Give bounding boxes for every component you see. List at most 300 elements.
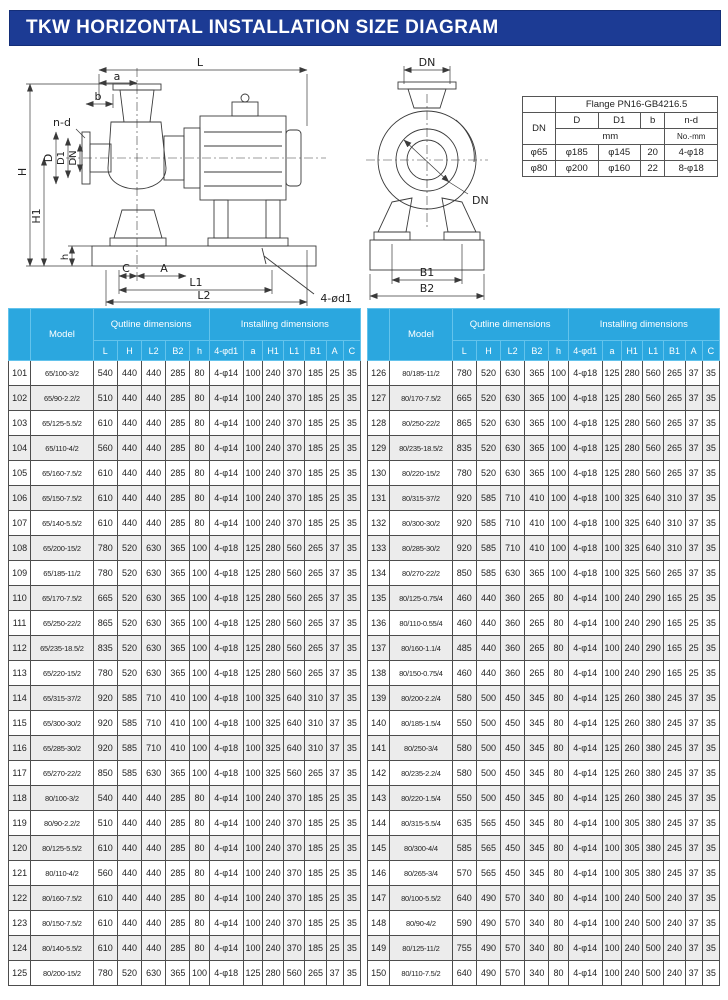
table-row — [9, 361, 361, 386]
dim-a: 100 — [243, 886, 262, 911]
dim-B2: 345 — [525, 861, 549, 886]
dim-a: 100 — [602, 961, 621, 986]
dim-L: 610 — [93, 411, 117, 436]
dim-C: 35 — [343, 861, 360, 886]
table-row — [9, 436, 361, 461]
table-row — [368, 661, 720, 686]
dim-B2: 345 — [525, 686, 549, 711]
dim-H1: 280 — [263, 961, 284, 986]
dim-L: 570 — [452, 861, 476, 886]
model: 80/110-0.55/4 — [390, 611, 453, 636]
dim-h: 80 — [190, 386, 209, 411]
row-no: 139 — [368, 686, 390, 711]
dim-B1: 185 — [305, 786, 326, 811]
table-row — [9, 836, 361, 861]
dim-B2: 345 — [525, 711, 549, 736]
model: 65/140-5.5/2 — [31, 511, 94, 536]
dim-B1: 165 — [664, 586, 685, 611]
dim-H1: 280 — [622, 411, 643, 436]
dim-A: 25 — [326, 836, 343, 861]
dim-H1: 280 — [263, 661, 284, 686]
dim-a: 100 — [243, 811, 262, 836]
dim-L: 920 — [452, 511, 476, 536]
dim-L: 585 — [452, 836, 476, 861]
model: 65/100-3/2 — [31, 361, 94, 386]
row-no: 138 — [368, 661, 390, 686]
col-header: L — [452, 341, 476, 361]
label-b: b — [94, 90, 102, 103]
row-no: 117 — [9, 761, 31, 786]
dim-a: 100 — [243, 786, 262, 811]
dim-H1: 240 — [263, 361, 284, 386]
dim-B1: 310 — [664, 511, 685, 536]
dim-B1: 185 — [305, 511, 326, 536]
dim-L1: 560 — [643, 461, 664, 486]
dim-C: 35 — [343, 411, 360, 436]
dim-h: 100 — [549, 461, 568, 486]
model: 80/110-4/2 — [31, 861, 94, 886]
dim-d1: 4-φ18 — [209, 561, 243, 586]
dim-L: 550 — [452, 711, 476, 736]
dim-B1: 310 — [664, 486, 685, 511]
model: 80/100-5.5/2 — [390, 886, 453, 911]
dim-L: 665 — [452, 386, 476, 411]
dim-H1: 240 — [263, 436, 284, 461]
col-header: C — [343, 341, 360, 361]
model: 65/160-7.5/2 — [31, 461, 94, 486]
dim-h: 80 — [549, 761, 568, 786]
dim-C: 35 — [702, 586, 719, 611]
dim-B2: 265 — [525, 586, 549, 611]
dim-d1: 4-φ18 — [209, 661, 243, 686]
dim-A: 37 — [685, 511, 702, 536]
dim-a: 100 — [243, 936, 262, 961]
row-no: 147 — [368, 886, 390, 911]
dim-H1: 280 — [622, 386, 643, 411]
dim-L: 550 — [452, 786, 476, 811]
dim-A: 25 — [685, 611, 702, 636]
dim-H1: 325 — [622, 536, 643, 561]
dim-h: 80 — [190, 436, 209, 461]
table-row — [368, 836, 720, 861]
dim-a: 100 — [243, 461, 262, 486]
dim-L2: 440 — [142, 936, 166, 961]
dim-A: 37 — [685, 711, 702, 736]
header-outline-group: Qutline dimensions — [93, 309, 209, 341]
dim-B2: 285 — [166, 436, 190, 461]
row-no: 122 — [9, 886, 31, 911]
dim-C: 35 — [343, 961, 360, 986]
dim-h: 80 — [190, 361, 209, 386]
dim-L1: 380 — [643, 736, 664, 761]
dim-H: 490 — [476, 936, 500, 961]
dim-h: 80 — [190, 861, 209, 886]
dim-L: 580 — [452, 761, 476, 786]
row-no: 148 — [368, 911, 390, 936]
dim-L2: 570 — [501, 936, 525, 961]
dim-H: 440 — [476, 611, 500, 636]
dim-H: 520 — [117, 961, 141, 986]
dim-H1: 240 — [622, 936, 643, 961]
dim-H: 440 — [117, 436, 141, 461]
dim-L2: 440 — [142, 461, 166, 486]
dim-h: 100 — [190, 686, 209, 711]
dim-h: 100 — [190, 586, 209, 611]
dim-H1: 240 — [622, 911, 643, 936]
table-row — [368, 711, 720, 736]
dim-B2: 265 — [525, 661, 549, 686]
col-header: h — [190, 341, 209, 361]
dim-H1: 240 — [622, 611, 643, 636]
dim-d1: 4-φ14 — [568, 836, 602, 861]
dim-L1: 640 — [284, 711, 305, 736]
flange-data-row — [523, 161, 718, 177]
dim-h: 80 — [549, 686, 568, 711]
dim-L2: 630 — [142, 561, 166, 586]
model: 65/315-37/2 — [31, 686, 94, 711]
dim-a: 125 — [243, 536, 262, 561]
dim-B1: 265 — [305, 961, 326, 986]
flange-cell: 20 — [640, 145, 664, 161]
dim-L: 780 — [452, 461, 476, 486]
row-no: 109 — [9, 561, 31, 586]
dim-C: 35 — [343, 636, 360, 661]
dim-C: 35 — [343, 711, 360, 736]
dim-d1: 4-φ18 — [209, 761, 243, 786]
dim-H1: 325 — [263, 736, 284, 761]
dim-H1: 280 — [263, 536, 284, 561]
dim-B1: 265 — [305, 586, 326, 611]
dim-a: 100 — [243, 836, 262, 861]
dim-L2: 710 — [501, 536, 525, 561]
dim-L1: 370 — [284, 511, 305, 536]
dim-B2: 365 — [525, 361, 549, 386]
dim-L: 850 — [93, 761, 117, 786]
dim-B2: 365 — [166, 536, 190, 561]
dim-L2: 710 — [501, 486, 525, 511]
label-D: D — [42, 153, 55, 163]
table-row — [368, 361, 720, 386]
dim-a: 100 — [602, 486, 621, 511]
table-row — [9, 536, 361, 561]
dim-L2: 450 — [501, 836, 525, 861]
dim-H1: 240 — [263, 886, 284, 911]
flange-col-D: D — [556, 113, 598, 129]
dim-B2: 410 — [525, 511, 549, 536]
dim-a: 125 — [243, 636, 262, 661]
header-install-group: Installing dimensions — [568, 309, 719, 341]
dim-B1: 240 — [664, 936, 685, 961]
model: 80/160-1.1/4 — [390, 636, 453, 661]
table-row — [368, 736, 720, 761]
dim-B2: 285 — [166, 461, 190, 486]
dim-L1: 640 — [284, 686, 305, 711]
col-header: A — [326, 341, 343, 361]
dim-C: 35 — [702, 361, 719, 386]
dim-B2: 410 — [525, 536, 549, 561]
dim-L1: 640 — [643, 486, 664, 511]
dim-H1: 305 — [622, 811, 643, 836]
model: 80/160-7.5/2 — [31, 886, 94, 911]
dim-C: 35 — [702, 961, 719, 986]
dim-h: 100 — [190, 536, 209, 561]
dim-H1: 260 — [622, 736, 643, 761]
dim-L1: 380 — [643, 686, 664, 711]
dim-L: 640 — [452, 886, 476, 911]
dim-A: 37 — [685, 936, 702, 961]
dim-L1: 370 — [284, 361, 305, 386]
label-B1: B1 — [419, 266, 435, 279]
label-DN-side: DN — [472, 194, 489, 207]
dim-a: 125 — [602, 736, 621, 761]
dim-H1: 305 — [622, 836, 643, 861]
header-model: Model — [31, 309, 94, 361]
flange-cell: 8-φ18 — [665, 161, 718, 177]
dim-H: 520 — [117, 586, 141, 611]
dim-C: 35 — [702, 386, 719, 411]
col-header: H1 — [622, 341, 643, 361]
dim-h: 80 — [190, 936, 209, 961]
dim-H: 520 — [476, 386, 500, 411]
dim-L2: 450 — [501, 686, 525, 711]
dim-C: 35 — [343, 386, 360, 411]
dim-H1: 240 — [263, 386, 284, 411]
dim-B1: 165 — [664, 611, 685, 636]
dim-H1: 240 — [263, 461, 284, 486]
dim-B2: 285 — [166, 886, 190, 911]
row-no: 111 — [9, 611, 31, 636]
dim-h: 80 — [190, 811, 209, 836]
dim-h: 80 — [549, 836, 568, 861]
row-no: 103 — [9, 411, 31, 436]
dim-h: 80 — [190, 511, 209, 536]
col-header: H — [476, 341, 500, 361]
dim-A: 37 — [685, 736, 702, 761]
dim-A: 37 — [685, 961, 702, 986]
col-header: 4-φd1 — [209, 341, 243, 361]
dim-L2: 710 — [142, 736, 166, 761]
dim-A: 37 — [685, 461, 702, 486]
dim-L: 540 — [93, 786, 117, 811]
dim-A: 37 — [326, 711, 343, 736]
dim-L2: 630 — [142, 611, 166, 636]
dim-H1: 240 — [263, 511, 284, 536]
dim-L: 460 — [452, 661, 476, 686]
dim-d1: 4-φ18 — [568, 411, 602, 436]
flange-cell: φ185 — [556, 145, 598, 161]
dim-a: 100 — [243, 411, 262, 436]
table-row — [9, 686, 361, 711]
row-no: 126 — [368, 361, 390, 386]
dim-H: 520 — [476, 461, 500, 486]
dim-C: 35 — [702, 836, 719, 861]
dim-C: 35 — [343, 786, 360, 811]
dim-H1: 280 — [263, 586, 284, 611]
dim-A: 25 — [685, 586, 702, 611]
dim-a: 125 — [602, 361, 621, 386]
dim-a: 125 — [602, 761, 621, 786]
dim-A: 25 — [326, 361, 343, 386]
dim-L1: 370 — [284, 836, 305, 861]
dim-B1: 310 — [305, 711, 326, 736]
dim-L1: 380 — [643, 786, 664, 811]
dim-d1: 4-φ14 — [568, 761, 602, 786]
dim-h: 100 — [190, 736, 209, 761]
dim-L: 920 — [452, 486, 476, 511]
dim-a: 100 — [243, 761, 262, 786]
dim-L: 460 — [452, 586, 476, 611]
dim-C: 35 — [343, 511, 360, 536]
row-no: 113 — [9, 661, 31, 686]
dim-d1: 4-φ14 — [568, 686, 602, 711]
dim-h: 80 — [549, 786, 568, 811]
table-row — [9, 411, 361, 436]
dim-a: 100 — [602, 511, 621, 536]
dim-L: 865 — [452, 411, 476, 436]
dim-L1: 370 — [284, 911, 305, 936]
model: 65/110-4/2 — [31, 436, 94, 461]
dim-C: 35 — [343, 886, 360, 911]
dim-L2: 440 — [142, 386, 166, 411]
label-L: L — [196, 56, 204, 69]
table-row — [368, 786, 720, 811]
dim-B1: 265 — [305, 636, 326, 661]
row-no: 125 — [9, 961, 31, 986]
dim-H: 585 — [476, 536, 500, 561]
dim-H1: 325 — [263, 761, 284, 786]
dim-A: 37 — [685, 436, 702, 461]
dim-L: 780 — [93, 961, 117, 986]
dim-d1: 4-φ14 — [568, 961, 602, 986]
dim-B2: 285 — [166, 386, 190, 411]
dim-H: 440 — [117, 361, 141, 386]
dim-B2: 340 — [525, 886, 549, 911]
dim-L2: 440 — [142, 911, 166, 936]
dim-L2: 440 — [142, 886, 166, 911]
label-D1: D1 — [56, 150, 67, 166]
dim-a: 100 — [602, 811, 621, 836]
label-DN-top: DN — [418, 56, 436, 69]
dim-A: 37 — [685, 536, 702, 561]
row-no: 121 — [9, 861, 31, 886]
dim-L2: 440 — [142, 361, 166, 386]
dim-H: 440 — [476, 586, 500, 611]
dim-a: 125 — [243, 611, 262, 636]
dim-L: 920 — [93, 736, 117, 761]
dim-B2: 410 — [525, 486, 549, 511]
table-row — [368, 636, 720, 661]
dim-A: 37 — [326, 611, 343, 636]
dim-d1: 4-φ14 — [209, 886, 243, 911]
flange-cell: φ80 — [523, 161, 556, 177]
table-row — [9, 636, 361, 661]
table-row — [9, 811, 361, 836]
dim-L: 540 — [93, 361, 117, 386]
dim-B2: 365 — [166, 661, 190, 686]
dim-h: 80 — [190, 786, 209, 811]
dim-B1: 165 — [664, 636, 685, 661]
dim-d1: 4-φ18 — [568, 436, 602, 461]
dim-H1: 260 — [622, 686, 643, 711]
dim-B2: 285 — [166, 861, 190, 886]
dim-C: 35 — [702, 936, 719, 961]
dim-B1: 245 — [664, 861, 685, 886]
dim-L1: 500 — [643, 961, 664, 986]
dim-B2: 365 — [525, 386, 549, 411]
dim-C: 35 — [702, 761, 719, 786]
dim-H: 500 — [476, 761, 500, 786]
dim-C: 35 — [343, 461, 360, 486]
model: 65/185-11/2 — [31, 561, 94, 586]
model: 80/125-11/2 — [390, 936, 453, 961]
dim-B2: 410 — [166, 736, 190, 761]
dim-H1: 325 — [263, 686, 284, 711]
dim-A: 25 — [326, 911, 343, 936]
label-h: h — [60, 253, 71, 261]
dim-C: 35 — [343, 486, 360, 511]
dim-H1: 240 — [622, 961, 643, 986]
model: 80/300-30/2 — [390, 511, 453, 536]
model: 80/285-30/2 — [390, 536, 453, 561]
col-header: H1 — [263, 341, 284, 361]
dim-H1: 325 — [622, 561, 643, 586]
dim-C: 35 — [343, 686, 360, 711]
dim-a: 125 — [243, 961, 262, 986]
col-header: L2 — [501, 341, 525, 361]
dim-L2: 440 — [142, 811, 166, 836]
dim-d1: 4-φ14 — [209, 511, 243, 536]
dim-L: 510 — [93, 811, 117, 836]
dim-L1: 560 — [284, 561, 305, 586]
dim-h: 100 — [549, 386, 568, 411]
dim-A: 37 — [685, 811, 702, 836]
dim-C: 35 — [343, 836, 360, 861]
dim-B2: 285 — [166, 486, 190, 511]
dim-a: 100 — [602, 536, 621, 561]
dim-L2: 710 — [501, 511, 525, 536]
dim-L: 610 — [93, 486, 117, 511]
dim-H1: 280 — [263, 561, 284, 586]
dim-C: 35 — [702, 861, 719, 886]
dim-B1: 185 — [305, 811, 326, 836]
dim-d1: 4-φ14 — [209, 386, 243, 411]
col-header: h — [549, 341, 568, 361]
dim-B2: 365 — [525, 561, 549, 586]
dim-A: 25 — [326, 861, 343, 886]
dim-C: 35 — [343, 661, 360, 686]
row-no: 107 — [9, 511, 31, 536]
dim-C: 35 — [702, 611, 719, 636]
dim-B1: 310 — [305, 686, 326, 711]
row-no: 133 — [368, 536, 390, 561]
dim-a: 125 — [602, 711, 621, 736]
row-no: 130 — [368, 461, 390, 486]
dim-H1: 240 — [263, 486, 284, 511]
dim-L2: 360 — [501, 586, 525, 611]
dim-a: 100 — [602, 861, 621, 886]
flange-table-wrap — [522, 96, 718, 177]
dim-a: 125 — [602, 436, 621, 461]
dim-H: 500 — [476, 736, 500, 761]
dim-B2: 410 — [166, 686, 190, 711]
dim-d1: 4-φ14 — [568, 861, 602, 886]
row-no: 123 — [9, 911, 31, 936]
table-row — [9, 961, 361, 986]
dim-L: 755 — [452, 936, 476, 961]
dim-L1: 380 — [643, 836, 664, 861]
model: 65/170-7.5/2 — [31, 586, 94, 611]
dim-d1: 4-φ14 — [209, 411, 243, 436]
